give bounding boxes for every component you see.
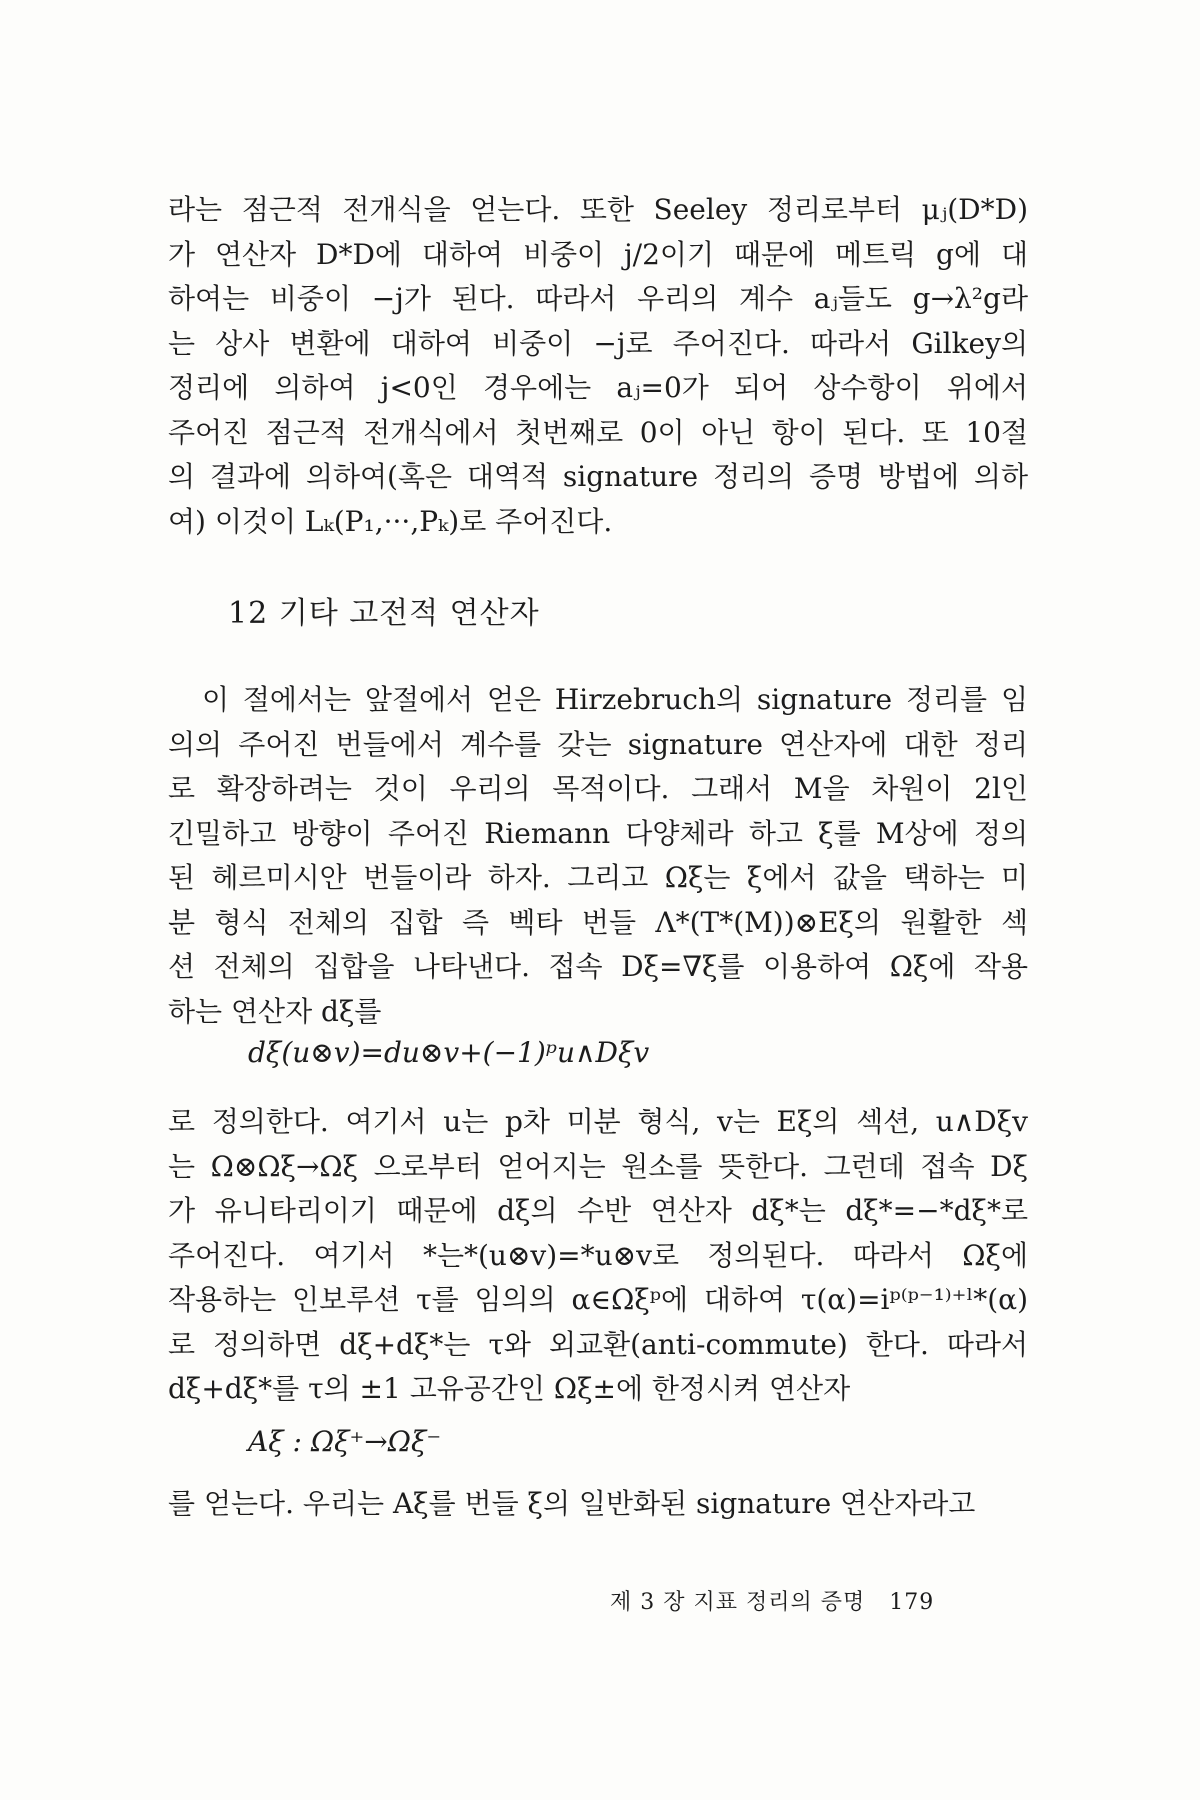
paragraph-2-line: 된 헤르미시안 번들이라 하자. 그리고 Ωξ는 ξ에서 값을 택하는 미 [168, 861, 1028, 894]
paragraph-2-line: 션 전체의 집합을 나타낸다. 접속 Dξ=∇ξ를 이용하여 Ωξ에 작용 [168, 950, 1028, 983]
paragraph-1-line: 가 연산자 D*D에 대하여 비중이 j/2이기 때문에 메트릭 g에 대 [168, 237, 1028, 271]
paragraph-2-line: 분 형식 전체의 집합 즉 벡타 번들 Λ*(T*(M))⊗Eξ의 원활한 섹 [168, 905, 1028, 939]
paragraph-1-line: 는 상사 변환에 대하여 비중이 −j로 주어진다. 따라서 Gilkey의 [168, 326, 1028, 360]
paragraph-3-line: 로 정의한다. 여기서 u는 p차 미분 형식, v는 Eξ의 섹션, u∧Dξv [168, 1105, 1028, 1138]
paragraph-1-line: 라는 점근적 전개식을 얻는다. 또한 Seeley 정리로부터 μⱼ(D*D) [168, 193, 1028, 226]
paragraph-3-line: 가 유니타리이기 때문에 dξ의 수반 연산자 dξ*는 dξ*=−*dξ*로 [168, 1194, 1028, 1227]
paragraph-3-line: dξ+dξ*를 τ의 ±1 고유공간인 Ωξ±에 한정시켜 연산자 [168, 1372, 851, 1405]
equation-exterior-derivative: dξ(u⊗v)=du⊗v+(−1)ᵖu∧Dξv [248, 1036, 650, 1069]
paragraph-1-line: 주어진 점근적 전개식에서 첫번째로 0이 아닌 항이 된다. 또 10절 [168, 415, 1028, 449]
paragraph-3-line: 작용하는 인보루션 τ를 임의의 α∈Ωξᵖ에 대하여 τ(α)=iᵖ⁽ᵖ⁻¹⁾⁺ˡ*(α) [168, 1283, 1028, 1316]
paragraph-3 [168, 1100, 1028, 1412]
footer-chapter: 제 3 장 지표 정리의 증명 [610, 1590, 866, 1615]
paragraph-2-line: 긴밀하고 방향이 주어진 Riemann 다양체라 하고 ξ를 M상에 정의 [168, 816, 1028, 850]
paragraph-4-line: 를 얻는다. 우리는 Aξ를 번들 ξ의 일반화된 signature 연산자라고 [168, 1487, 976, 1520]
page-footer [610, 1585, 934, 1616]
paragraph-4 [168, 1482, 1028, 1527]
paragraph-2 [168, 678, 1028, 1034]
paragraph-1-line: 여) 이것이 Lₖ(P₁,···,Pₖ)로 주어진다. [168, 504, 613, 538]
section-heading: 12 기타 고전적 연산자 [228, 596, 540, 631]
page-number: 179 [889, 1590, 935, 1615]
paragraph-3-line: 는 Ω⊗Ωξ→Ωξ 으로부터 얻어지는 원소를 뜻한다. 그런데 접속 Dξ [168, 1149, 1028, 1183]
paragraph-3-line: 주어진다. 여기서 *는*(u⊗v)=*u⊗v로 정의된다. 따라서 Ωξ에 [168, 1238, 1028, 1272]
paragraph-1-line: 하여는 비중이 −j가 된다. 따라서 우리의 계수 aⱼ들도 g→λ²g라 [168, 282, 1028, 315]
paragraph-2-line: 이 절에서는 앞절에서 얻은 Hirzebruch의 signature 정리를 임 [202, 683, 1028, 716]
paragraph-2-line: 의의 주어진 번들에서 계수를 갖는 signature 연산자에 대한 정리 [168, 727, 1028, 761]
paragraph-1-line: 정리에 의하여 j<0인 경우에는 aⱼ=0가 되어 상수항이 위에서 [168, 371, 1028, 404]
equation-operator-A: Aξ : Ωξ⁺→Ωξ⁻ [248, 1425, 442, 1458]
paragraph-1 [168, 188, 1028, 544]
paragraph-3-line: 로 정의하면 dξ+dξ*는 τ와 외교환(anti-commute) 한다. 따라서 [168, 1327, 1028, 1361]
paragraph-1-line: 의 결과에 의하여(혹은 대역적 signature 정리의 증명 방법에 의하 [168, 460, 1028, 493]
paragraph-2-line: 하는 연산자 dξ를 [168, 994, 382, 1028]
paragraph-2-line: 로 확장하려는 것이 우리의 목적이다. 그래서 M을 차원이 2l인 [168, 772, 1028, 805]
